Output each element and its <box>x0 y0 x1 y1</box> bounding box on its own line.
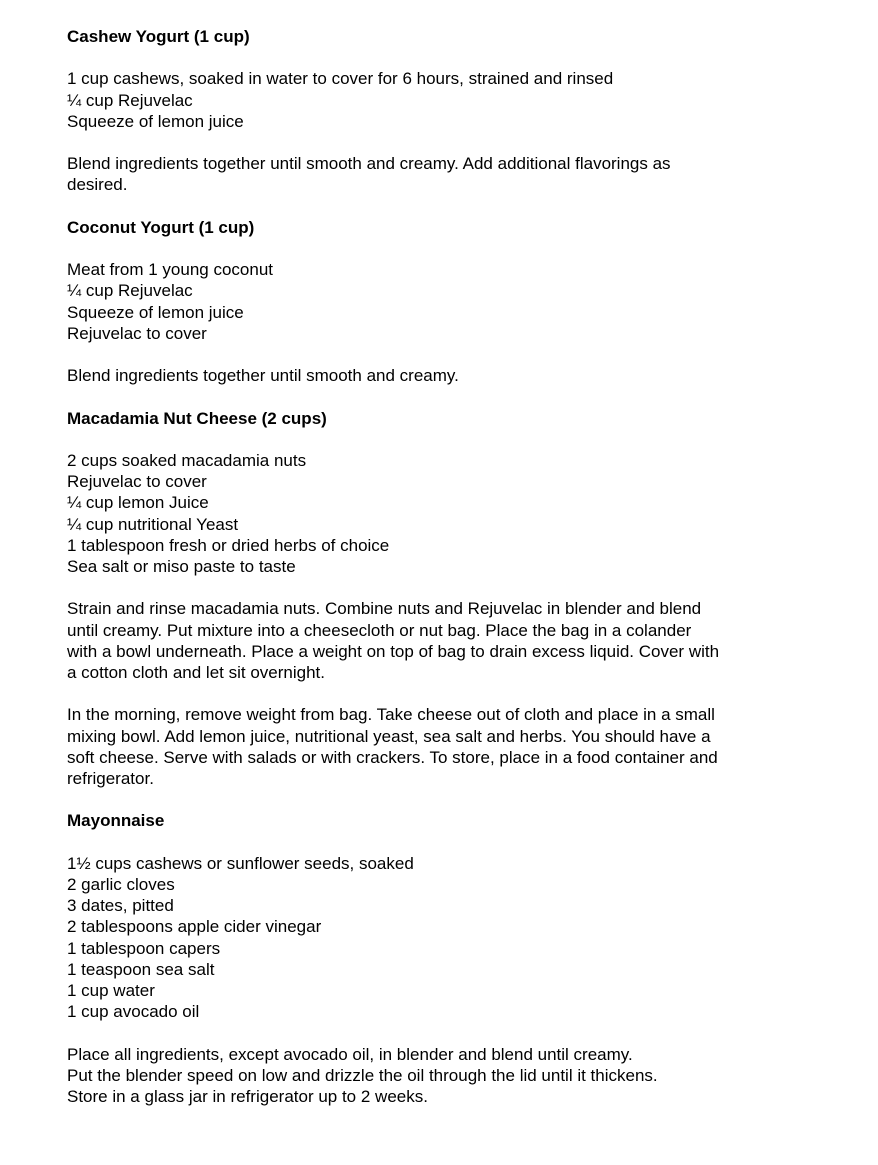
recipe-macadamia-nut-cheese <box>67 408 827 811</box>
ingredient-item: ¼ cup lemon Juice <box>67 493 209 513</box>
recipe-title: Macadamia Nut Cheese (2 cups) <box>67 408 327 428</box>
ingredient-item: Squeeze of lemon juice <box>67 302 244 322</box>
ingredient-list <box>67 259 827 344</box>
ingredient-list <box>67 68 827 132</box>
instruction-paragraph: Strain and rinse macadamia nuts. Combine nuts and Rejuvelac in blender and blend until creamy. Put mixture into a cheesecloth or nut bag. Place the bag in a colander with a bowl underneath. Place a weight on top of bag to drain excess liquid. Cover with a cotton cloth and let sit overnight. <box>67 599 720 682</box>
ingredient-item: Rejuvelac to cover <box>67 472 207 492</box>
ingredient-item: 1 teaspoon sea salt <box>67 959 215 979</box>
ingredient-item: 1 cup cashews, soaked in water to cover for 6 hours, strained and rinsed <box>67 69 614 89</box>
instruction-paragraph: Blend ingredients together until smooth and creamy. Add additional flavorings as desired. <box>67 154 671 195</box>
recipe-title: Cashew Yogurt (1 cup) <box>67 27 250 46</box>
recipe-coconut-yogurt <box>67 217 827 408</box>
recipe-cashew-yogurt <box>67 26 827 217</box>
instruction-paragraph: In the morning, remove weight from bag. Take cheese out of cloth and place in a small mixing bowl. Add lemon juice, nutritional yeast, sea salt and herbs. You should have a soft cheese. Serve with salads or with crackers. To store, place in a food container and refrigerator. <box>67 705 718 788</box>
ingredient-item: Sea salt or miso paste to taste <box>67 556 296 576</box>
ingredient-item: 1 cup avocado oil <box>67 1002 200 1022</box>
ingredient-item: Rejuvelac to cover <box>67 323 207 343</box>
ingredient-item: 1 cup water <box>67 980 155 1000</box>
ingredient-item: ¼ cup nutritional Yeast <box>67 514 239 534</box>
ingredient-item: 1 tablespoon fresh or dried herbs of choice <box>67 535 390 555</box>
ingredient-list <box>67 450 827 577</box>
ingredient-item: 1 tablespoon capers <box>67 938 221 958</box>
ingredient-item: 2 tablespoons apple cider vinegar <box>67 917 322 937</box>
recipe-title: Coconut Yogurt (1 cup) <box>67 217 255 237</box>
instruction-paragraph: Blend ingredients together until smooth and creamy. <box>67 366 459 386</box>
instruction-paragraph: Place all ingredients, except avocado oil, in blender and blend until creamy. Put the blender speed on low and drizzle the oil through the lid until it thickens. Store in a glass jar in refrigerator up to 2 weeks. <box>67 1044 658 1106</box>
ingredient-item: Meat from 1 young coconut <box>67 260 274 280</box>
recipe-mayonnaise <box>67 810 827 1107</box>
document-content <box>67 26 827 1107</box>
ingredient-item: 3 dates, pitted <box>67 896 174 916</box>
ingredient-list <box>67 853 827 1023</box>
recipe-title: Mayonnaise <box>67 811 165 831</box>
ingredient-item: ¼ cup Rejuvelac <box>67 90 193 110</box>
ingredient-item: Squeeze of lemon juice <box>67 111 244 131</box>
ingredient-item: 2 garlic cloves <box>67 874 175 894</box>
ingredient-item: ¼ cup Rejuvelac <box>67 281 193 301</box>
ingredient-item: 2 cups soaked macadamia nuts <box>67 450 307 470</box>
ingredient-item: 1½ cups cashews or sunflower seeds, soaked <box>67 853 414 873</box>
